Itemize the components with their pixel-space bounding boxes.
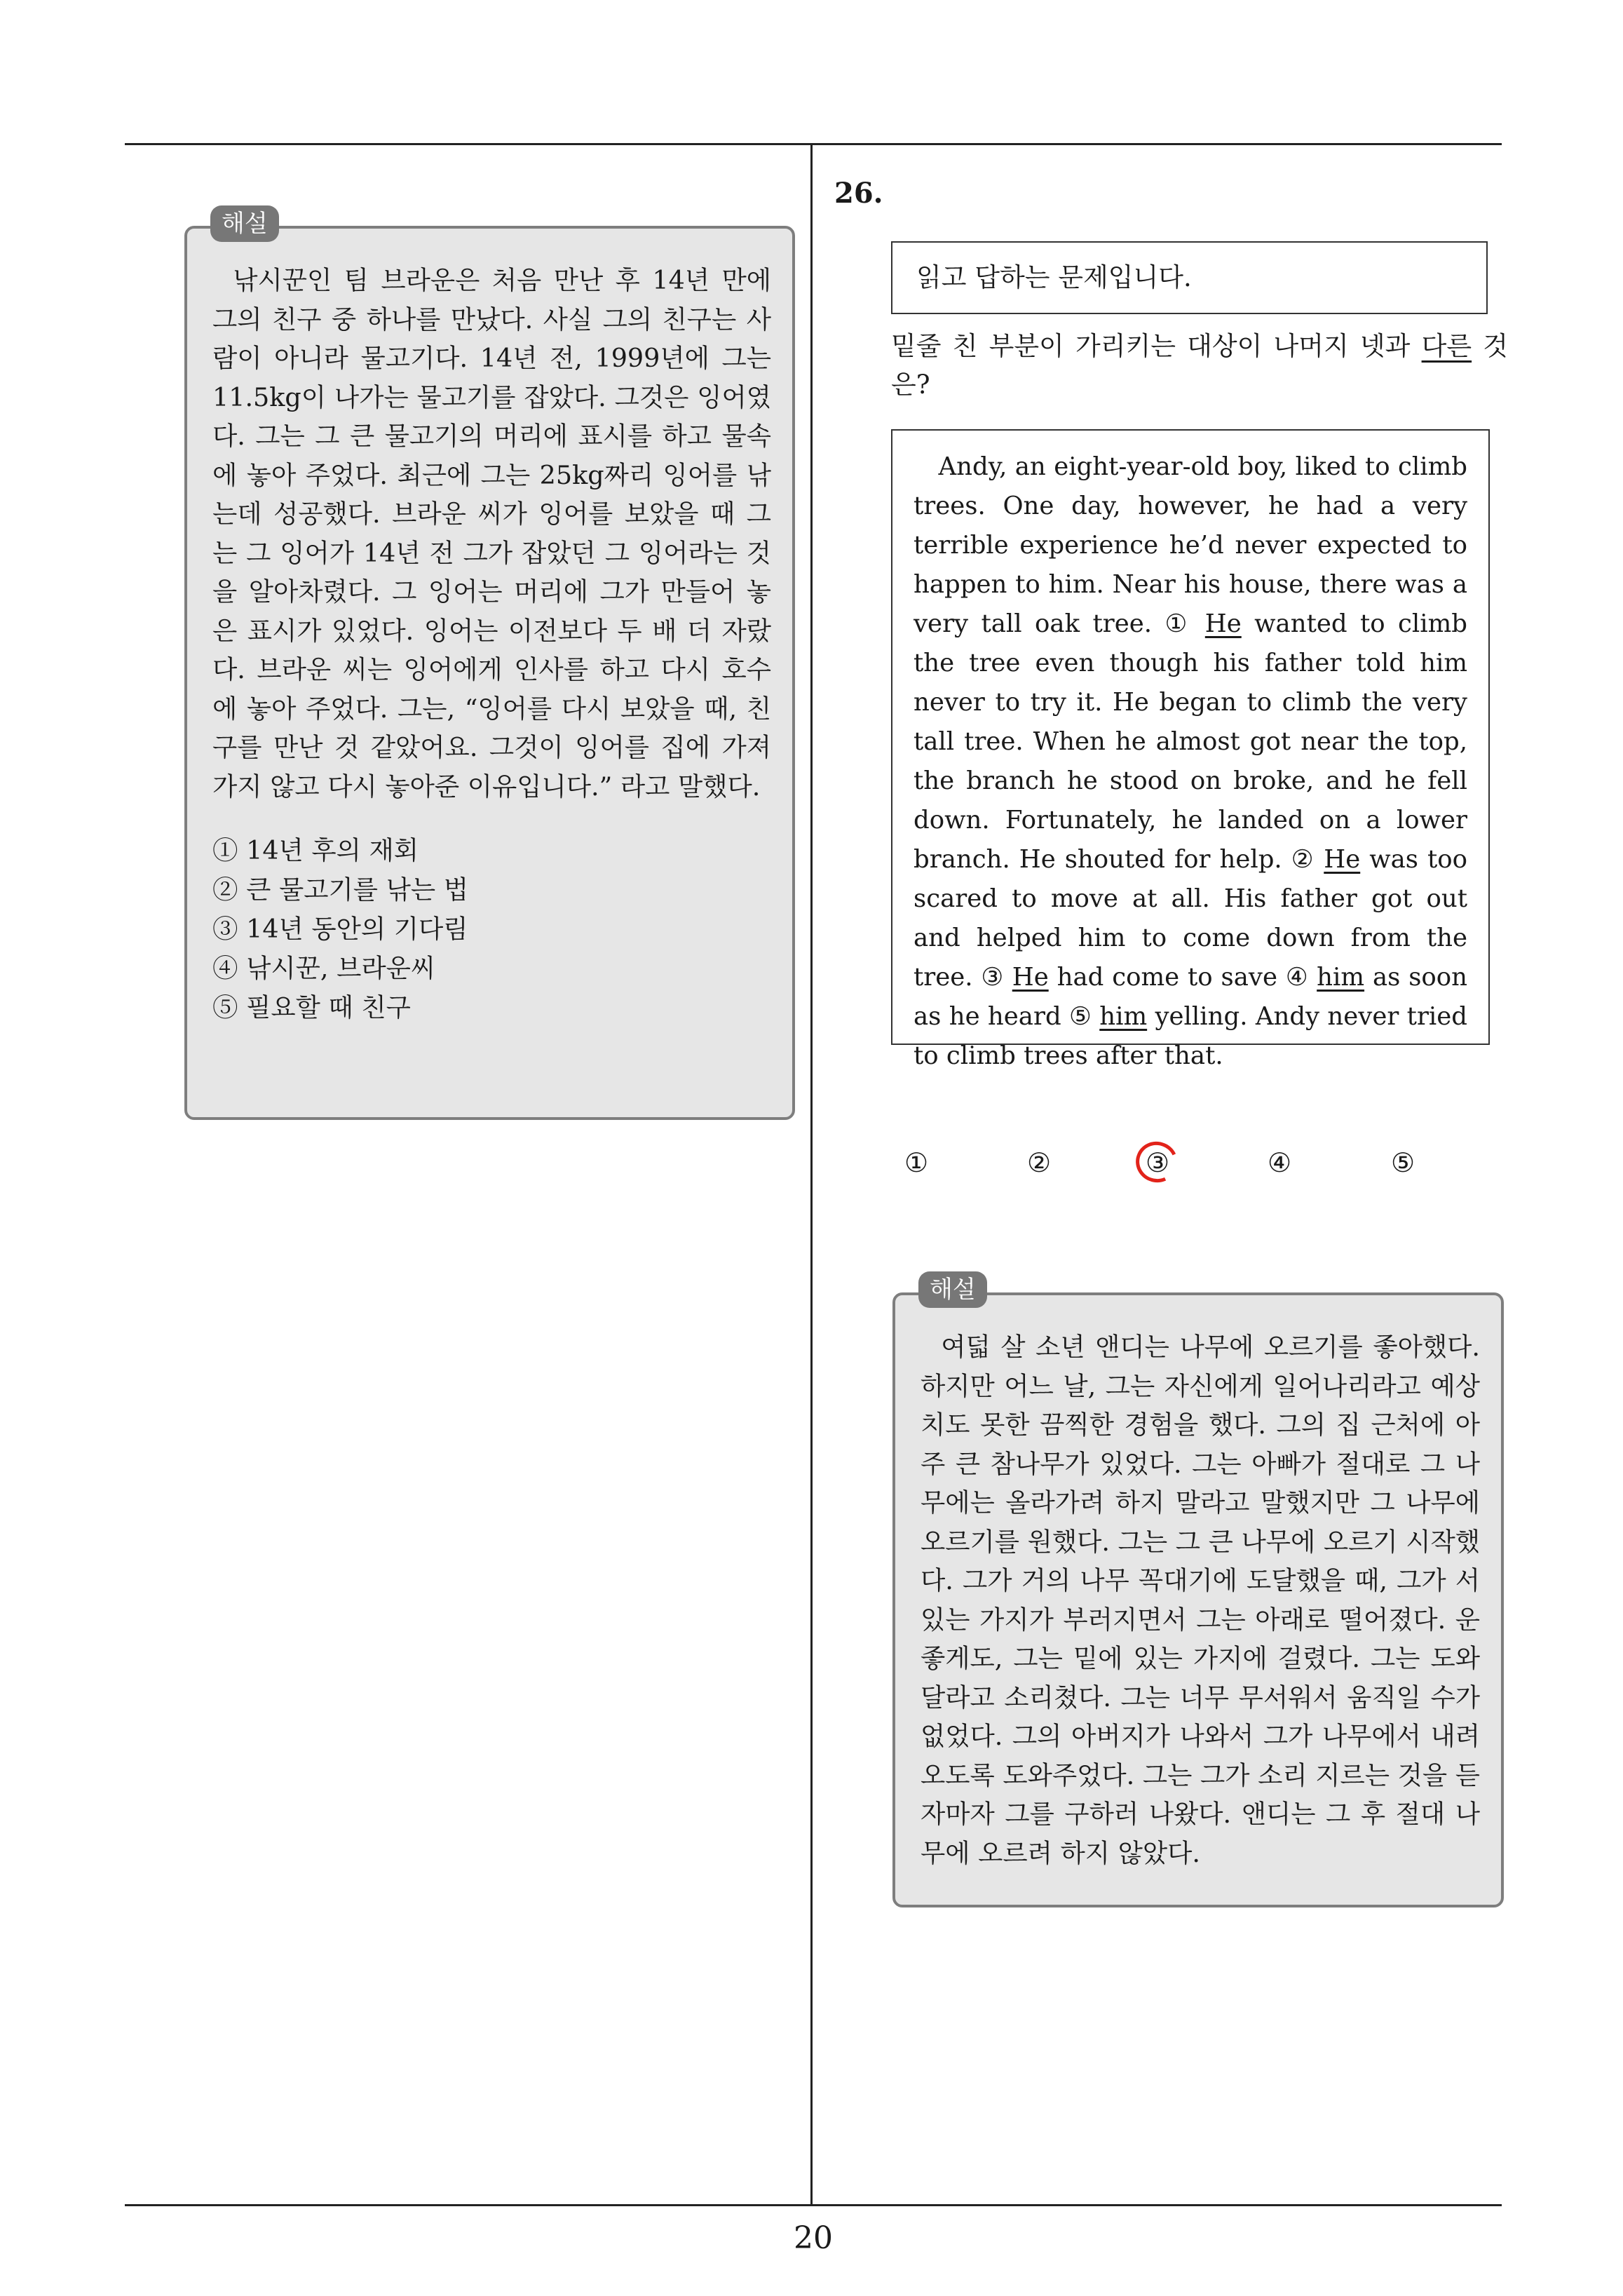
question-prompt: 밑줄 친 부분이 가리키는 대상이 나머지 넷과 다른 것은? (891, 331, 1508, 400)
marker-1: ① (1164, 609, 1193, 638)
answer-choice-1[interactable]: ① (904, 1147, 929, 1178)
passage-text: Andy, an eight-year-old boy, liked to climb trees. One day, however, he had a very terrible experience he’d never expected to happen to him. Near his house, there was a very tall oak tree. ① He wanted to climb the tree even though his father told him never to try it. He began to climb the very tall tree. When he almost got near the top, the branch he stood on broke, and he fell down. Fortunately, he landed on a lower branch. He shouted for help. ② He was too scared to move at all. His father got out and helped him to come down from the tree. ③ He had come to save ④ him as soon as he heard ⑤ him yelling. Andy never tried to climb trees after that. (914, 452, 1468, 1070)
underlined-ref-5: him (1099, 1002, 1148, 1031)
selected-answer-circle-icon (1130, 1135, 1183, 1188)
summary-option-4: ④ 낚시꾼, 브라운씨 (212, 953, 436, 983)
question-number: 26. (834, 177, 883, 210)
answer-choice-2[interactable]: ② (1026, 1147, 1052, 1178)
underlined-ref-2: He (1324, 845, 1361, 874)
marker-3: ③ (981, 963, 1004, 992)
underlined-ref-1: He (1204, 609, 1242, 638)
summary-option-3: ③ 14년 동안의 기다림 (212, 914, 468, 944)
summary-options (212, 831, 771, 1027)
marker-4: ④ (1285, 963, 1309, 992)
top-rule (125, 143, 1502, 145)
page-number: 20 (794, 2220, 833, 2256)
underlined-different: 다른 (1421, 331, 1472, 361)
underlined-ref-3: He (1012, 963, 1049, 992)
marker-5: ⑤ (1069, 1002, 1092, 1031)
left-explanation-text: 낚시꾼인 팀 브라운은 처음 만난 후 14년 만에 그의 친구 중 하나를 만났다. 사실 그의 친구는 사람이 아니라 물고기다. 14년 전, 1999년에 그는 11.5kg이 나가는 물고기를 잡았다. 그것은 잉어였다. 그는 그 큰 물고기의 머리에 표시를 하고 물속에 놓아 주었다. 최근에 그는 25kg짜리 잉어를 낚는데 성공했다. 브라운 씨가 잉어를 보았을 때 그는 그 잉어가 14년 전 그가 잡았던 그 잉어라는 것을 알아차렸다. 그 잉어는 머리에 그가 만들어 놓은 표시가 있었다. 잉어는 이전보다 두 배 더 자랐다. 브라운 씨는 잉어에게 인사를 하고 다시 호수에 놓아 주었다. 그는, “잉어를 다시 보았을 때, 친구를 만난 것 같았어요. 그것이 잉어를 집에 가져가지 않고 다시 놓아준 이유입니다.” 라고 말했다. (212, 265, 771, 802)
answer-choice-4[interactable]: ④ (1267, 1147, 1292, 1178)
summary-option-1: ① 14년 후의 재회 (212, 835, 419, 865)
right-explanation-text: 여덟 살 소년 앤디는 나무에 오르기를 좋아했다. 하지만 어느 날, 그는 자신에게 일어나리라고 예상치도 못한 끔찍한 경험을 했다. 그의 집 근처에 아주 큰 참나무가 있었다. 그는 아빠가 절대로 그 나무에는 올라가려 하지 말라고 말했지만 그 나무에 오르기를 원했다. 그는 그 큰 나무에 오르기 시작했다. 그가 거의 나무 꼭대기에 도달했을 때, 그가 서있는 가지가 부러지면서 그는 아래로 떨어졌다. 운 좋게도, 그는 밑에 있는 가지에 걸렸다. 그는 도와달라고 소리쳤다. 그는 너무 무서워서 움직일 수가 없었다. 그의 아버지가 나와서 그가 나무에서 내려오도록 도와주었다. 그는 그가 소리 지르는 것을 듣자마자 그를 구하러 나왔다. 앤디는 그 후 절대 나무에 오르려 하지 않았다. (921, 1332, 1480, 1868)
summary-option-2: ② 큰 물고기를 낚는 법 (212, 874, 468, 905)
right-explanation-tag: 해설 (918, 1271, 987, 1308)
left-explanation-box (184, 226, 795, 1120)
underlined-ref-4: him (1317, 963, 1365, 992)
answer-choice-3[interactable]: ③ (1145, 1147, 1170, 1178)
reading-passage (891, 429, 1490, 1070)
column-divider (810, 144, 813, 2205)
left-explanation-tag: 해설 (210, 205, 279, 242)
right-explanation-box (892, 1292, 1504, 1907)
instruction-text: 읽고 답하는 문제입니다. (916, 262, 1192, 292)
bottom-rule (125, 2204, 1502, 2206)
marker-2: ② (1291, 845, 1315, 874)
summary-option-5: ⑤ 필요할 때 친구 (212, 992, 411, 1022)
answer-choice-5[interactable]: ⑤ (1390, 1147, 1415, 1178)
instruction-box (891, 241, 1488, 314)
